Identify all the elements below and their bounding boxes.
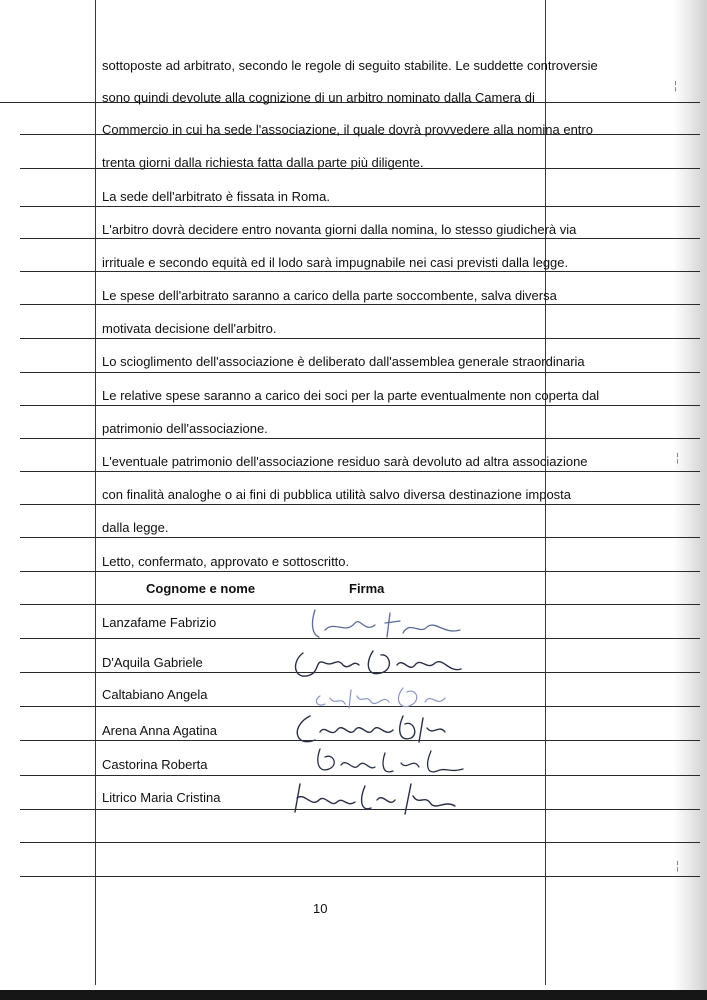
- ruled-line: [20, 876, 700, 877]
- body-line: sottoposte ad arbitrato, secondo le regole di seguito stabilite. Le suddette controversie: [102, 58, 598, 73]
- ruled-line: [20, 238, 700, 239]
- signer-name: Caltabiano Angela: [102, 687, 208, 702]
- left-margin-line: [95, 0, 96, 985]
- ruled-line: [20, 206, 700, 207]
- body-line: irrituale e secondo equità ed il lodo sarà impugnabile nei casi previsti dalla legge.: [102, 255, 569, 270]
- ruled-line: [20, 405, 700, 406]
- page-number: 10: [313, 901, 328, 916]
- body-line: patrimonio dell'associazione.: [102, 421, 268, 436]
- signer-name: D'Aquila Gabriele: [102, 655, 203, 670]
- handwritten-signature: [285, 643, 485, 683]
- scan-artifact: ¦: [676, 860, 679, 872]
- ruled-line: [20, 438, 700, 439]
- handwritten-signature: [285, 778, 485, 818]
- ruled-line: [20, 304, 700, 305]
- body-line: Letto, confermato, approvato e sottoscritto.: [102, 554, 350, 569]
- scan-bottom-border: [0, 990, 707, 1000]
- body-line: Lo scioglimento dell'associazione è deliberato dall'assemblea generale straordinaria: [102, 354, 585, 369]
- handwritten-signature: [285, 708, 485, 748]
- body-line: L'arbitro dovrà decidere entro novanta giorni dalla nomina, lo stesso giudicherà via: [102, 222, 577, 237]
- signer-name: Arena Anna Agatina: [102, 723, 217, 738]
- name-column-header: Cognome e nome: [146, 581, 256, 596]
- body-line: Le spese dell'arbitrato saranno a carico della parte soccombente, salva diversa: [102, 288, 557, 303]
- handwritten-signature: [285, 743, 485, 783]
- body-line: dalla legge.: [102, 520, 169, 535]
- body-line: sono quindi devolute alla cognizione di un arbitro nominato dalla Camera di: [102, 90, 535, 105]
- body-line: Commercio in cui ha sede l'associazione, il quale dovrà provvedere alla nomina entro: [102, 122, 593, 137]
- handwritten-signature: [285, 605, 485, 645]
- body-line: Le relative spese saranno a carico dei soci per la parte eventualmente non coperta dal: [102, 388, 600, 403]
- ruled-line: [20, 471, 700, 472]
- signer-name: Castorina Roberta: [102, 757, 208, 772]
- ruled-line: [20, 372, 700, 373]
- body-line: con finalità analoghe o ai fini di pubblica utilità salvo diversa destinazione imposta: [102, 487, 572, 502]
- body-line: L'eventuale patrimonio dell'associazione residuo sarà devoluto ad altra associazione: [102, 454, 588, 469]
- body-line: La sede dell'arbitrato è fissata in Roma.: [102, 189, 330, 204]
- ruled-line: [20, 537, 700, 538]
- ruled-line: [20, 571, 700, 572]
- signer-name: Litrico Maria Cristina: [102, 790, 221, 805]
- ruled-line: [20, 271, 700, 272]
- body-line: trenta giorni dalla richiesta fatta dalla parte più diligente.: [102, 155, 424, 170]
- scan-artifact: ¦: [676, 452, 679, 464]
- body-line: motivata decisione dell'arbitro.: [102, 321, 277, 336]
- ruled-line: [20, 504, 700, 505]
- ruled-line: [20, 842, 700, 843]
- signature-column-header: Firma: [349, 581, 385, 596]
- ruled-line: [20, 338, 700, 339]
- scan-edge-shadow: [673, 0, 707, 1000]
- signer-name: Lanzafame Fabrizio: [102, 615, 217, 630]
- scan-artifact: ¦: [674, 80, 677, 92]
